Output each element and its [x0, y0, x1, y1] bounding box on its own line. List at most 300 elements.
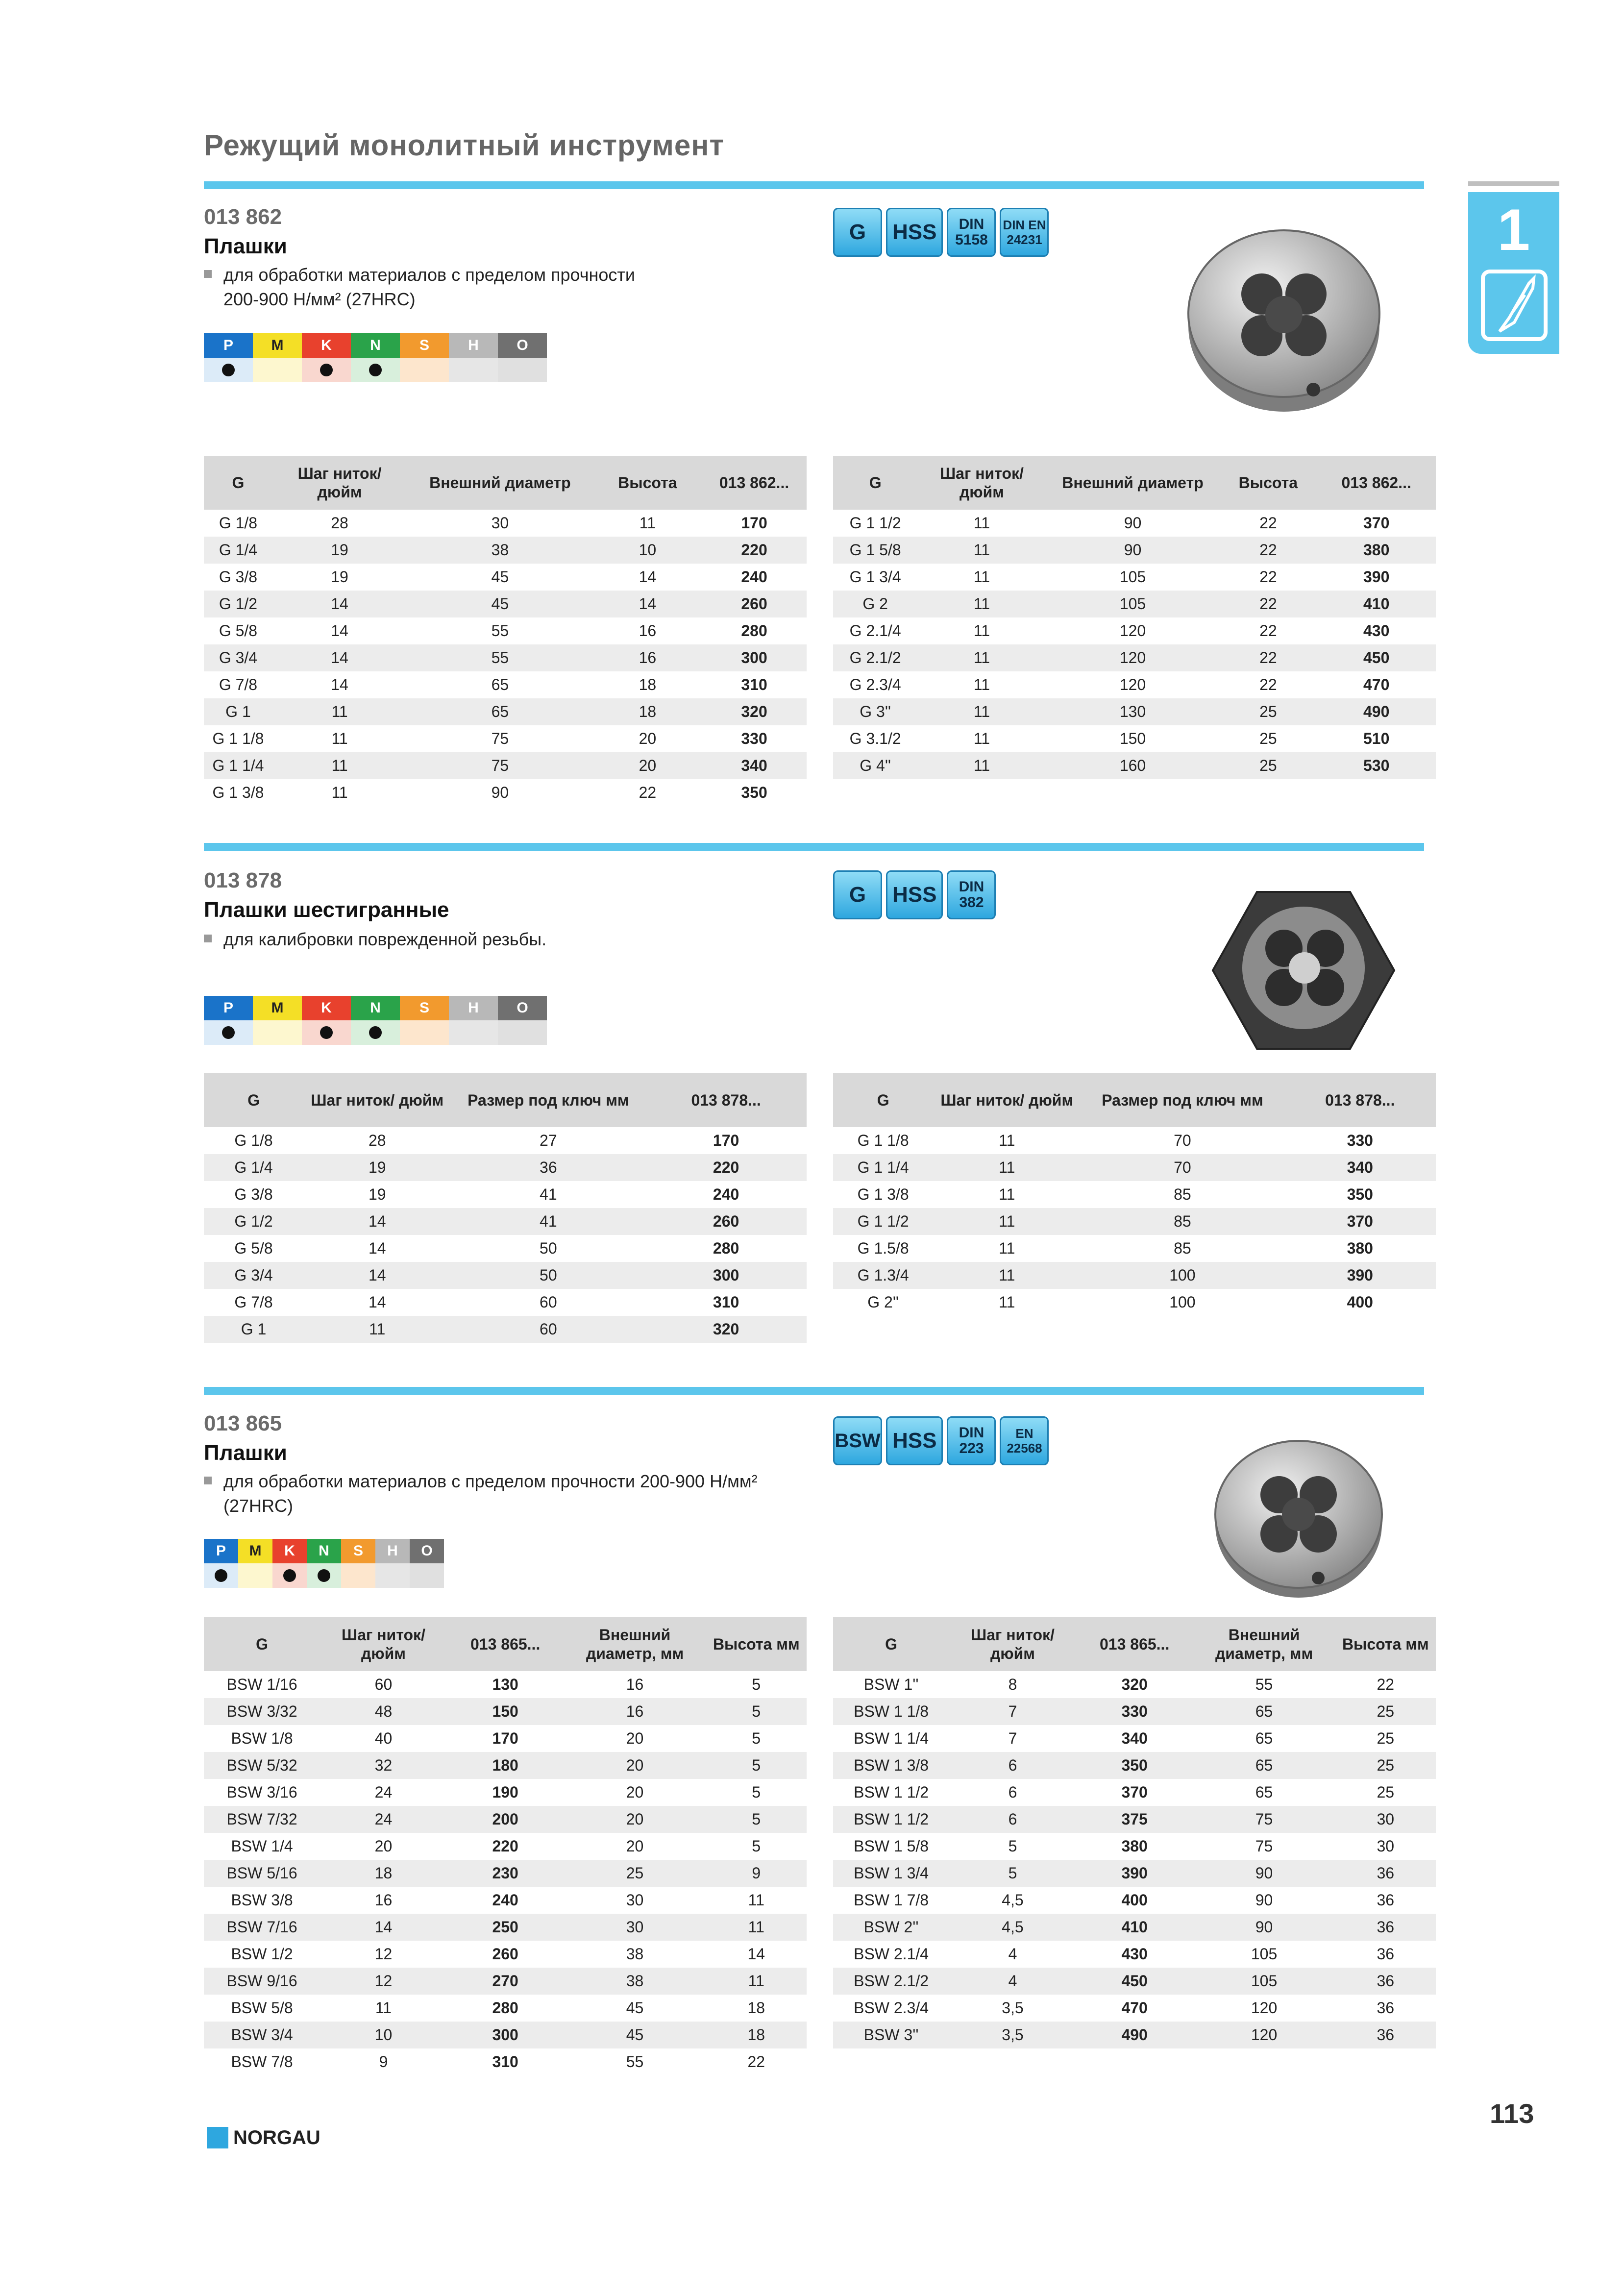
- table-cell: 3,5: [1002, 1999, 1024, 2017]
- article-number: 220: [645, 1154, 807, 1181]
- applicable-dot-icon: [283, 1569, 296, 1582]
- article-number: 380: [1317, 537, 1436, 564]
- article-number: 370: [1363, 514, 1390, 532]
- table-row: [204, 1968, 807, 1995]
- material-label: P: [204, 1539, 238, 1563]
- section-rule-3: [204, 1387, 1424, 1395]
- table-row: [204, 1208, 807, 1235]
- table-cell: 16: [564, 1698, 706, 1725]
- table-row: [204, 1127, 807, 1154]
- bullet-icon: [204, 270, 212, 278]
- material-cell: [449, 1020, 498, 1045]
- article-number: 300: [645, 1262, 807, 1289]
- table-cell: 6: [1008, 1783, 1017, 1801]
- table-cell: 36: [1335, 1860, 1436, 1887]
- material-label: H: [375, 1539, 410, 1563]
- table-cell: 41: [451, 1208, 645, 1235]
- table-cell: BSW 1 1/4: [854, 1729, 929, 1747]
- table-cell: G 1: [204, 1316, 303, 1343]
- column-header: Внешний диаметр, мм: [564, 1617, 706, 1671]
- table-cell: 90: [1046, 537, 1220, 564]
- table-cell: 11: [706, 1968, 807, 1995]
- table-cell: 25: [1377, 1783, 1395, 1801]
- table-cell: G 3/4: [204, 644, 272, 671]
- table-cell: 18: [320, 1860, 447, 1887]
- table-cell: 22: [1219, 591, 1317, 617]
- table-cell: 70: [1174, 1132, 1191, 1149]
- table-cell: 9: [706, 1860, 807, 1887]
- table-cell: G 1/8: [234, 1132, 273, 1149]
- table-cell: 41: [540, 1185, 557, 1203]
- table-cell: G 7/8: [234, 1293, 273, 1311]
- applicable-dot-icon: [320, 1026, 333, 1039]
- table-cell: G 1 1/4: [204, 752, 272, 779]
- table-cell: 28: [331, 514, 348, 532]
- table-cell: 11: [973, 568, 990, 586]
- table-cell: 27: [540, 1132, 557, 1149]
- table-row: [204, 2048, 807, 2075]
- table-cell: 19: [368, 1185, 386, 1203]
- material-cell: [341, 1563, 375, 1588]
- material-label: M: [238, 1539, 272, 1563]
- table-row: [833, 1127, 1436, 1154]
- badge-thread-type: G: [833, 870, 882, 919]
- table-row: [833, 1860, 1436, 1887]
- table-cell: 14: [331, 622, 348, 640]
- material-cell: [375, 1563, 410, 1588]
- table-cell: 14: [368, 1239, 386, 1257]
- table-cell: 48: [320, 1698, 447, 1725]
- applicable-dot-icon: [222, 364, 235, 376]
- table-cell: 19: [331, 568, 348, 586]
- article-number: 390: [1363, 568, 1390, 586]
- article-number: 270: [447, 1968, 564, 1995]
- table-cell: 85: [1081, 1208, 1284, 1235]
- table-cell: 38: [626, 1945, 644, 1963]
- table-cell: 22: [747, 2053, 765, 2071]
- table-cell: 30: [564, 1914, 706, 1941]
- article-number: 130: [492, 1676, 518, 1693]
- material-cell: [238, 1563, 272, 1588]
- size-table: [204, 456, 807, 806]
- table-cell: G 1: [204, 698, 272, 725]
- article-number: 250: [447, 1914, 564, 1941]
- table-cell: G 5/8: [219, 622, 258, 640]
- table-cell: 14: [272, 591, 407, 617]
- column-header: G: [204, 456, 272, 510]
- table-row: [833, 1262, 1436, 1289]
- table-cell: 25: [1335, 1752, 1436, 1779]
- article-number: 180: [447, 1752, 564, 1779]
- column-header: 013 862...: [702, 456, 807, 510]
- article-number: 280: [741, 622, 767, 640]
- table-cell: 85: [1174, 1185, 1191, 1203]
- hex-die-icon: [1210, 882, 1397, 1059]
- table-row: [833, 1887, 1436, 1914]
- badge-thread-type: G: [833, 208, 882, 257]
- table-row: [204, 591, 807, 617]
- table-cell: 36: [451, 1154, 645, 1181]
- badge-material: HSS: [886, 870, 943, 919]
- table-cell: 32: [320, 1752, 447, 1779]
- section-bullet: для обработки материалов с пределом прочности 200-900 Н/мм² (27HRC): [204, 1469, 758, 1518]
- table-cell: G 1 5/8: [833, 537, 917, 564]
- table-cell: G 1 3/8: [857, 1185, 909, 1203]
- material-cell: [302, 1020, 351, 1045]
- table-row: [204, 1833, 807, 1860]
- table-row: [833, 564, 1436, 591]
- table-row: [204, 1914, 807, 1941]
- table-cell: 36: [1377, 1945, 1395, 1963]
- column-header: Размер под ключ мм: [451, 1073, 645, 1127]
- article-number: 340: [1284, 1154, 1436, 1181]
- table-cell: 5: [706, 1698, 807, 1725]
- table-cell: 36: [1377, 1999, 1395, 2017]
- table-cell: 14: [320, 1914, 447, 1941]
- table-cell: 7: [949, 1698, 1076, 1725]
- table-row: [833, 1752, 1436, 1779]
- table-cell: 105: [1046, 591, 1220, 617]
- article-number: 170: [713, 1132, 739, 1149]
- section-bullet: для обработки материалов с пределом прочности 200-900 Н/мм² (27HRC): [204, 263, 635, 312]
- table-cell: 100: [1169, 1293, 1196, 1311]
- table-cell: 65: [1193, 1698, 1335, 1725]
- column-header: G: [833, 1617, 949, 1671]
- tab-strip: [1468, 181, 1559, 186]
- table-row: [833, 644, 1436, 671]
- table-cell: G 2.1/2: [833, 644, 917, 671]
- table-row: [833, 1968, 1436, 1995]
- table-row: [204, 698, 807, 725]
- table-cell: 38: [564, 1968, 706, 1995]
- material-label: H: [449, 333, 498, 358]
- table-cell: 24: [374, 1783, 393, 1801]
- brand-logo-icon: [207, 2127, 228, 2148]
- table-cell: 18: [706, 2022, 807, 2048]
- section-bullet: для калибровки поврежденной резьбы.: [204, 927, 546, 952]
- article-number: 300: [702, 644, 807, 671]
- table-cell: 30: [626, 1891, 644, 1909]
- size-table: [833, 1073, 1436, 1316]
- section-name: Плашки шестигранные: [204, 898, 449, 922]
- table-cell: 38: [407, 537, 593, 564]
- table-cell: G 1/8: [219, 514, 258, 532]
- table-row: [204, 537, 807, 564]
- table-cell: 11: [973, 676, 990, 693]
- table-cell: 11: [917, 537, 1046, 564]
- table-cell: 160: [1046, 752, 1220, 779]
- standard-badges: [833, 870, 996, 919]
- article-number: 170: [741, 514, 767, 532]
- table-row: [204, 1725, 807, 1752]
- table-cell: 11: [272, 752, 407, 779]
- table-cell: 20: [564, 1752, 706, 1779]
- table-row: [204, 1806, 807, 1833]
- column-header: 013 865...: [447, 1617, 564, 1671]
- table-cell: 22: [1259, 514, 1277, 532]
- table-row: [833, 537, 1436, 564]
- article-number: 510: [1363, 730, 1390, 747]
- table-cell: 11: [933, 1154, 1081, 1181]
- article-number: 340: [1121, 1729, 1148, 1747]
- table-cell: G 3.1/2: [849, 730, 901, 747]
- table-cell: 36: [1335, 2022, 1436, 2048]
- standard-badges: [833, 208, 1049, 257]
- table-cell: 11: [375, 1999, 392, 2017]
- applicable-dot-icon: [320, 364, 333, 376]
- table-cell: 11: [933, 1262, 1081, 1289]
- table-cell: 30: [1335, 1806, 1436, 1833]
- material-grid: [204, 333, 547, 382]
- table-cell: BSW 1/16: [226, 1676, 297, 1693]
- table-cell: BSW 1 7/8: [854, 1891, 929, 1909]
- table-row: [833, 1289, 1436, 1316]
- material-label: K: [302, 333, 351, 358]
- article-number: 320: [702, 698, 807, 725]
- table-cell: BSW 9/16: [204, 1968, 320, 1995]
- article-number: 190: [492, 1783, 518, 1801]
- table-row: [833, 1154, 1436, 1181]
- badge-thread-type: BSW: [833, 1416, 882, 1465]
- material-label: K: [272, 1539, 307, 1563]
- table-cell: 45: [626, 1999, 644, 2017]
- table-cell: BSW 7/16: [204, 1914, 320, 1941]
- table-cell: 5: [752, 1729, 761, 1747]
- column-header: Высота: [1219, 456, 1317, 510]
- table-cell: 5: [752, 1676, 761, 1693]
- table-cell: BSW 1 1/2: [833, 1806, 949, 1833]
- table-cell: 16: [639, 622, 657, 640]
- table-cell: BSW 5/8: [231, 1999, 293, 2017]
- table-row: [833, 1208, 1436, 1235]
- material-label: S: [400, 333, 449, 358]
- article-number: 400: [1121, 1891, 1148, 1909]
- table-cell: 5: [752, 1837, 761, 1855]
- table-cell: 20: [564, 1806, 706, 1833]
- table-cell: 16: [593, 644, 702, 671]
- article-number: 370: [1284, 1208, 1436, 1235]
- table-cell: 75: [491, 730, 509, 747]
- article-number: 310: [741, 676, 767, 693]
- table-row: [833, 617, 1436, 644]
- table-cell: 22: [1259, 568, 1277, 586]
- column-header: Шаг ниток/ дюйм: [320, 1617, 447, 1671]
- table-row: [833, 1725, 1436, 1752]
- table-cell: 20: [626, 1837, 644, 1855]
- article-number: 330: [1347, 1132, 1373, 1149]
- table-row: [204, 564, 807, 591]
- table-cell: G 3/8: [234, 1185, 273, 1203]
- table-cell: G 2: [833, 591, 917, 617]
- table-cell: G 1.5/8: [857, 1239, 909, 1257]
- table-cell: 105: [1119, 568, 1146, 586]
- material-cell: [204, 1563, 238, 1588]
- table-cell: BSW 1/2: [231, 1945, 293, 1963]
- table-cell: BSW 1 1/2: [854, 1783, 929, 1801]
- table-cell: 90: [1193, 1860, 1335, 1887]
- badge-standard: EN 22568: [1000, 1416, 1049, 1465]
- material-cell: [204, 358, 253, 382]
- size-table: [204, 1073, 807, 1343]
- material-label: K: [302, 996, 351, 1020]
- article-number: 240: [492, 1891, 518, 1909]
- round-die-icon: [1181, 221, 1387, 417]
- table-cell: G 3/8: [219, 568, 258, 586]
- drill-icon: [1480, 269, 1549, 342]
- material-cell: [498, 1020, 547, 1045]
- table-cell: 8: [1008, 1676, 1017, 1693]
- table-row: [833, 1995, 1436, 2022]
- applicable-dot-icon: [222, 1026, 235, 1039]
- column-header: Шаг ниток/ дюйм: [949, 1617, 1076, 1671]
- article-number: 240: [741, 568, 767, 586]
- material-cell: [498, 358, 547, 382]
- article-number: 430: [1121, 1945, 1148, 1963]
- table-cell: 120: [1251, 1999, 1278, 2017]
- table-cell: G 3'': [833, 698, 917, 725]
- article-number: 430: [1363, 622, 1390, 640]
- table-row: [204, 1671, 807, 1698]
- title-rule: [204, 181, 1424, 189]
- section-code: 013 862: [204, 205, 282, 229]
- table-cell: 5: [706, 1752, 807, 1779]
- column-header: G: [204, 1073, 303, 1127]
- article-number: 280: [492, 1999, 518, 2017]
- table-row: [204, 1995, 807, 2022]
- table-row: [204, 671, 807, 698]
- table-row: [204, 1698, 807, 1725]
- table-cell: 22: [1219, 537, 1317, 564]
- table-cell: 25: [1219, 752, 1317, 779]
- table-cell: G 1 1/2: [833, 1208, 933, 1235]
- applicable-dot-icon: [318, 1569, 330, 1582]
- table-cell: 60: [374, 1676, 393, 1693]
- article-number: 410: [1076, 1914, 1193, 1941]
- table-cell: 65: [1193, 1752, 1335, 1779]
- table-row: [204, 1262, 807, 1289]
- article-number: 450: [1317, 644, 1436, 671]
- article-number: 390: [1284, 1262, 1436, 1289]
- article-number: 490: [1317, 698, 1436, 725]
- article-number: 340: [702, 752, 807, 779]
- material-cell: [253, 1020, 302, 1045]
- table-cell: 45: [491, 568, 509, 586]
- table-row: [833, 1698, 1436, 1725]
- table-cell: BSW 1'': [863, 1676, 919, 1693]
- table-cell: 28: [368, 1132, 386, 1149]
- table-cell: 16: [626, 1676, 644, 1693]
- article-number: 310: [713, 1293, 739, 1311]
- article-number: 320: [1121, 1676, 1148, 1693]
- article-number: 470: [1121, 1999, 1148, 2017]
- table-row: [833, 510, 1436, 537]
- table-cell: G 1 1/8: [857, 1132, 909, 1149]
- table-cell: 14: [303, 1262, 451, 1289]
- section-code: 013 878: [204, 868, 282, 892]
- article-number: 380: [1347, 1239, 1373, 1257]
- table-row: [833, 1235, 1436, 1262]
- table-cell: 120: [1193, 2022, 1335, 2048]
- section-name: Плашки: [204, 1441, 287, 1465]
- table-row: [833, 1806, 1436, 1833]
- article-number: 200: [447, 1806, 564, 1833]
- table-cell: 100: [1081, 1262, 1284, 1289]
- table-cell: 36: [1335, 1914, 1436, 1941]
- column-header: 013 878...: [1284, 1073, 1436, 1127]
- table-cell: 65: [1255, 1729, 1273, 1747]
- table-cell: BSW 2.3/4: [854, 1999, 929, 2017]
- table-cell: 11: [331, 784, 348, 801]
- table-cell: 20: [593, 752, 702, 779]
- table-cell: BSW 1 1/8: [833, 1698, 949, 1725]
- size-table: [204, 1617, 807, 2075]
- table-cell: BSW 1 3/8: [833, 1752, 949, 1779]
- table-cell: 105: [1193, 1968, 1335, 1995]
- badge-standard: DIN EN 24231: [1000, 208, 1049, 257]
- table-cell: G 1 3/8: [212, 784, 264, 801]
- table-row: [833, 1671, 1436, 1698]
- table-cell: BSW 7/32: [204, 1806, 320, 1833]
- section-code: 013 865: [204, 1411, 282, 1435]
- article-number: 330: [1076, 1698, 1193, 1725]
- table-cell: G 2.1/4: [849, 622, 901, 640]
- table-cell: 130: [1046, 698, 1220, 725]
- column-header: Размер под ключ мм: [1081, 1073, 1284, 1127]
- table-cell: 22: [1377, 1676, 1395, 1693]
- material-label: O: [410, 1539, 444, 1563]
- table-row: [833, 1914, 1436, 1941]
- table-cell: 45: [407, 591, 593, 617]
- table-cell: 14: [272, 644, 407, 671]
- material-label: P: [204, 333, 253, 358]
- table-row: [833, 698, 1436, 725]
- table-cell: 18: [593, 698, 702, 725]
- table-cell: 22: [639, 784, 657, 801]
- material-cell: [400, 1020, 449, 1045]
- column-header: Внешний диаметр: [407, 456, 593, 510]
- article-number: 370: [1121, 1783, 1148, 1801]
- material-label: M: [253, 333, 302, 358]
- table-cell: 25: [1219, 698, 1317, 725]
- applicable-dot-icon: [369, 364, 382, 376]
- table-cell: 11: [999, 1185, 1015, 1203]
- table-row: [204, 1316, 807, 1343]
- material-cell: [351, 358, 400, 382]
- table-cell: G 1 1/4: [833, 1154, 933, 1181]
- article-number: 470: [1363, 676, 1390, 693]
- table-cell: BSW 3/16: [226, 1783, 297, 1801]
- table-row: [204, 2022, 807, 2048]
- table-cell: 25: [1259, 730, 1277, 747]
- table-cell: G 4'': [833, 752, 917, 779]
- table-cell: 120: [1119, 676, 1146, 693]
- table-cell: 5: [1008, 1837, 1017, 1855]
- table-cell: 16: [374, 1891, 393, 1909]
- size-table: [833, 456, 1436, 779]
- badge-standard: DIN 223: [947, 1416, 996, 1465]
- article-number: 280: [713, 1239, 739, 1257]
- column-header: Высота мм: [1335, 1617, 1436, 1671]
- table-cell: 90: [491, 784, 509, 801]
- table-cell: G 2.3/4: [849, 676, 901, 693]
- material-cell: [449, 358, 498, 382]
- table-cell: 11: [706, 1914, 807, 1941]
- section-rule-2: [204, 843, 1424, 851]
- column-header: Высота мм: [706, 1617, 807, 1671]
- table-cell: 11: [331, 730, 348, 747]
- table-row: [204, 1154, 807, 1181]
- material-cell: [307, 1563, 341, 1588]
